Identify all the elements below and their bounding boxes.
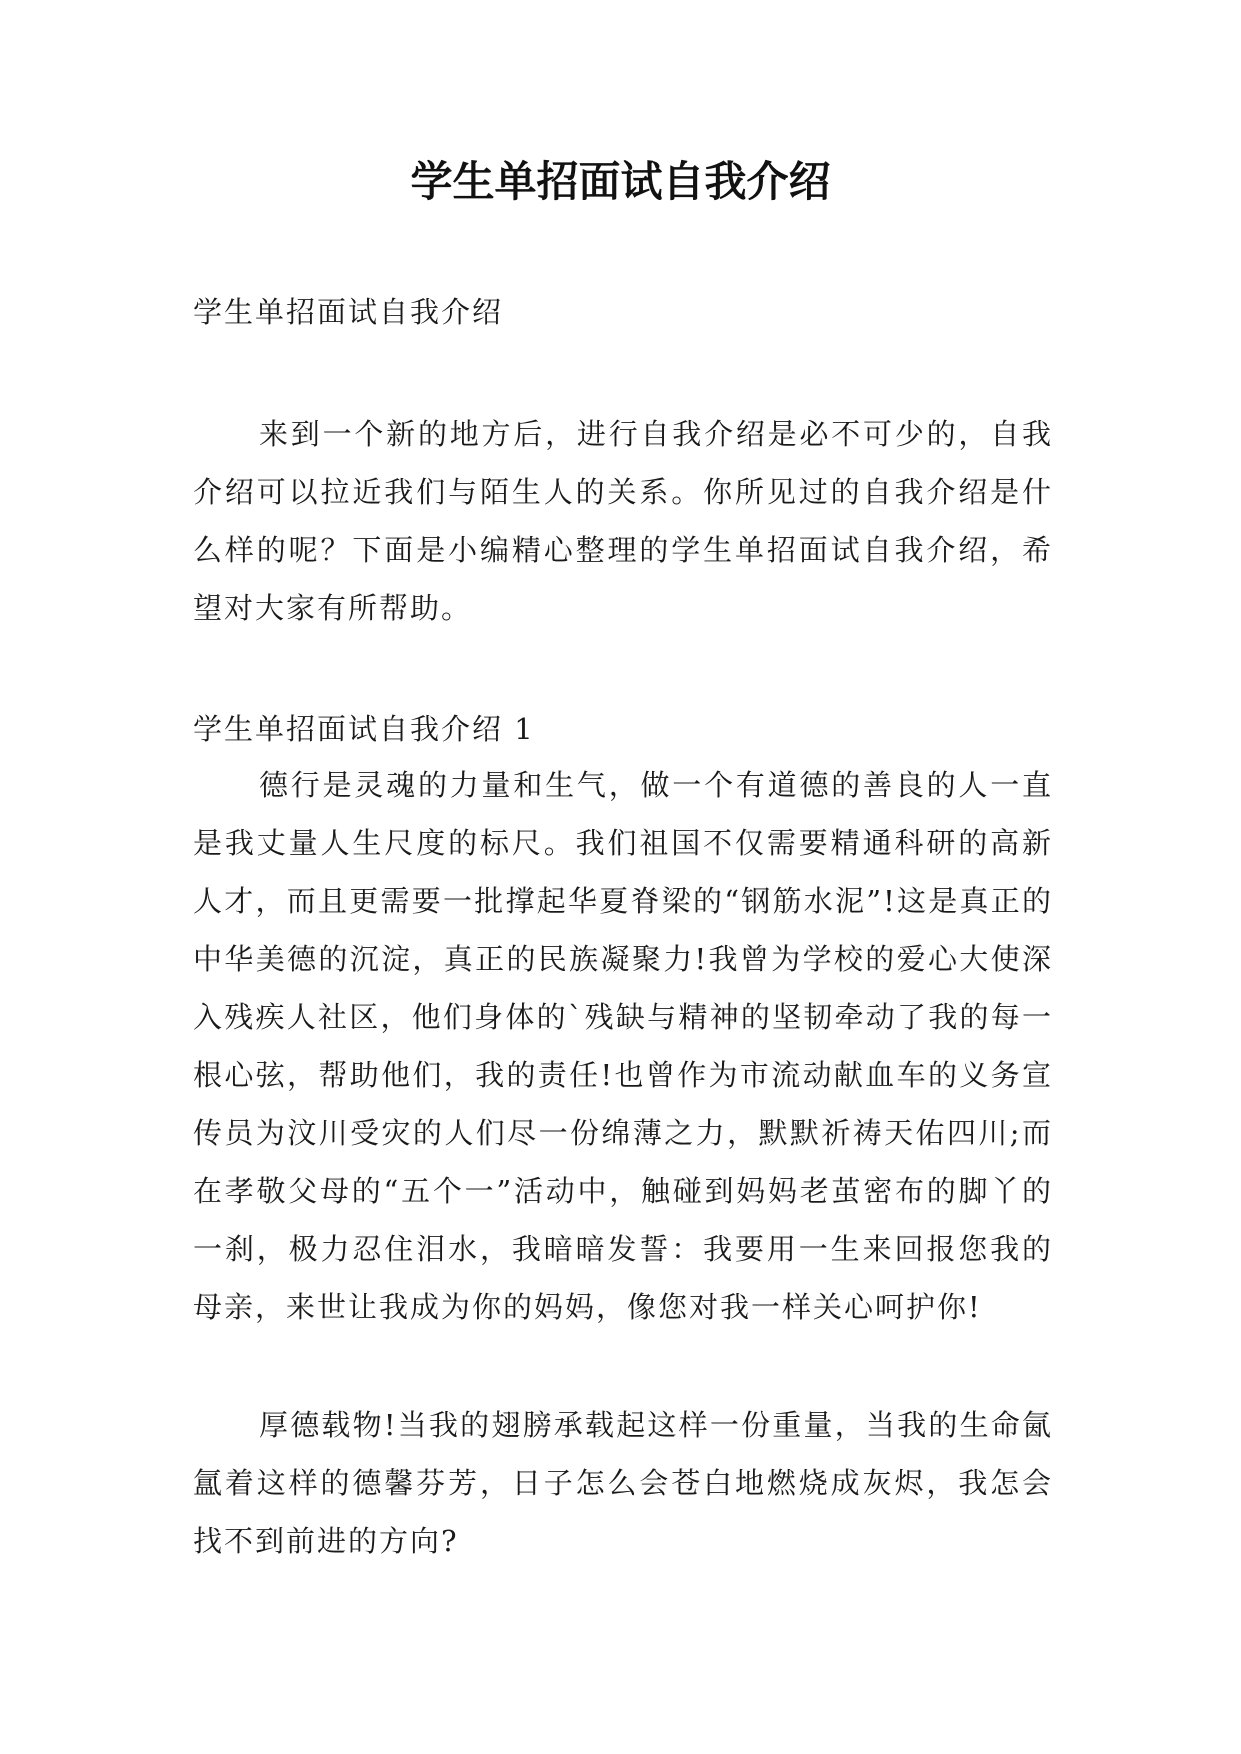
document-subtitle: 学生单招面试自我介绍 [193, 295, 504, 329]
section-heading: 学生单招面试自我介绍 1 [193, 712, 535, 746]
document-title: 学生单招面试自我介绍 [410, 157, 831, 206]
intro-paragraph: 来到一个新的地方后，进行自我介绍是必不可少的，自我介绍可以拉近我们与陌生人的关系。你所见过的自我介绍是什么样的呢？下面是小编精心整理的学生单招面试自我介绍，希望对大家有所帮助。 [193, 417, 1053, 625]
section-paragraph-1: 德行是灵魂的力量和生气，做一个有道德的善良的人一直是我丈量人生尺度的标尺。我们祖国不仅需要精通科研的高新人才，而且更需要一批撑起华夏脊梁的“钢筋水泥”!这是真正的中华美德的沉淀，真正的民族凝聚力!我曾为学校的爱心大使深入残疾人社区，他们身体的`残缺与精神的坚韧牵动了我的每一根心弦，帮助他们，我的责任!也曾作为市流动献血车的义务宣传员为汶川受灾的人们尽一份绵薄之力，默默祈祷天佑四川;而在孝敬父母的“五个一”活动中，触碰到妈妈老茧密布的脚丫的一刹，极力忍住泪水，我暗暗发誓：我要用一生来回报您我的母亲，来世让我成为你的妈妈，像您对我一样关心呵护你! [193, 768, 1053, 1324]
section-paragraph-2: 厚德载物!当我的翅膀承载起这样一份重量，当我的生命氤氲着这样的德馨芬芳，日子怎么会苍白地燃烧成灰烬，我怎会找不到前进的方向? [193, 1408, 1053, 1558]
